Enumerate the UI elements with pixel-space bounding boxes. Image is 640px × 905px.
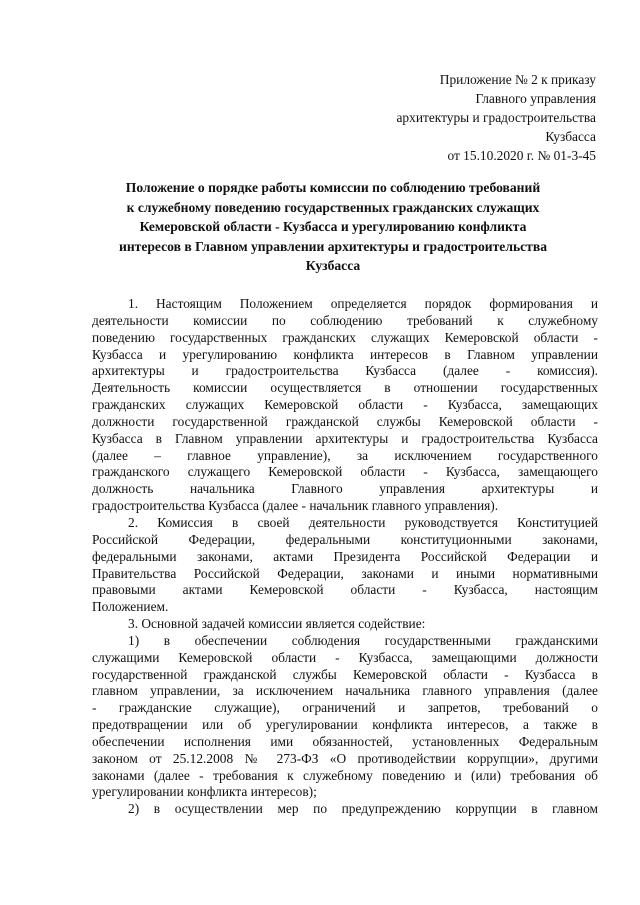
title-line: к служебному поведению государственных гражданских служащих (126, 199, 540, 215)
body-line: 1. Настоящим Положением определяется порядок формирования и (128, 296, 598, 311)
body-line: обеспечении исполнения ими обязанностей, установленных Федеральным (92, 733, 598, 749)
body-line: Правительства Российской Федерации, законами и иными нормативными (92, 565, 598, 581)
body-line: должности государственной гражданской службы Кемеровской области - (92, 413, 598, 429)
body-line: урегулировании конфликта интересов); (92, 784, 317, 800)
title-line: Кемеровской области - Кузбасса и урегулированию конфликта (139, 219, 527, 235)
header-line: архитектуры и градостроительства (396, 110, 596, 125)
header-line: Приложение № 2 к приказу (439, 72, 596, 87)
title-line: интересов в Главном управлении архитектуры и градостроительства (119, 238, 547, 254)
header-line: Кузбасса (545, 129, 596, 144)
body-line: Кузбасса и урегулированию конфликта интересов в Главном управлении (92, 346, 598, 362)
body-line: главном управлении, за исключением начальника главного управления (далее (92, 683, 598, 699)
body-line: - гражданские служащие), ограничений и запретов, требований о (92, 700, 598, 716)
body-line: (далее – главное управление), за исключением государственного (92, 447, 598, 463)
title-line: Кузбасса (305, 258, 361, 274)
body-line: архитектуры и градостроительства Кузбасса (далее - комиссия). (92, 363, 598, 379)
body-line: Положением. (92, 599, 169, 615)
body-line: Российской Федерации, федеральными конституционными законами, (92, 531, 598, 547)
document-body (92, 296, 598, 818)
body-line: гражданского служащего Кемеровской области - Кузбасса, замещающего (92, 464, 598, 480)
document-title (78, 178, 588, 276)
body-line: федеральными законами, актами Президента Российской Федерации и (92, 548, 598, 564)
title-line: Положение о порядке работы комиссии по соблюдению требований (125, 180, 541, 195)
body-line: служащими Кемеровской области - Кузбасса, замещающими должности (92, 649, 598, 665)
body-line: гражданских служащих Кемеровской области - Кузбасса, замещающих (92, 397, 598, 413)
body-line: предотвращении или об урегулировании конфликта интересов, а также в (92, 717, 598, 733)
body-line: должность начальника Главного управления архитектуры и (92, 481, 598, 497)
body-line: 3. Основной задачей комиссии является содействие: (128, 616, 426, 632)
body-line: 2) в осуществлении мер по предупреждению коррупции в главном (128, 801, 598, 817)
body-line: законами (далее - требования к служебному поведению и (или) требования об (92, 767, 598, 783)
body-line: 2. Комиссия в своей деятельности руководствуется Конституцией (128, 514, 598, 530)
header-line: от 15.10.2020 г. № 01-3-45 (447, 148, 596, 163)
body-line: Кузбасса в Главном управлении архитектуры и градостроительства Кузбасса (92, 430, 598, 446)
body-line: 1) в обеспечении соблюдения государственными гражданскими (128, 632, 598, 648)
body-line: государственной гражданской службы Кемеровской области - Кузбасса в (92, 666, 598, 682)
body-line: деятельности комиссии по соблюдению требований к служебному (92, 312, 598, 328)
body-line: градостроительства Кузбасса (далее - начальник главного управления). (92, 498, 499, 514)
body-line: правовыми актами Кемеровской области - Кузбасса, настоящим (92, 582, 598, 598)
body-line: поведению государственных гражданских служащих Кемеровской области - (92, 329, 598, 345)
header-line: Главного управления (475, 91, 596, 106)
body-line: Деятельность комиссии осуществляется в отношении государственных (92, 380, 598, 396)
body-line: законом от 25.12.2008 № 273-ФЗ «О противодействии коррупции», другими (92, 750, 598, 766)
order-appendix-header (296, 70, 596, 165)
